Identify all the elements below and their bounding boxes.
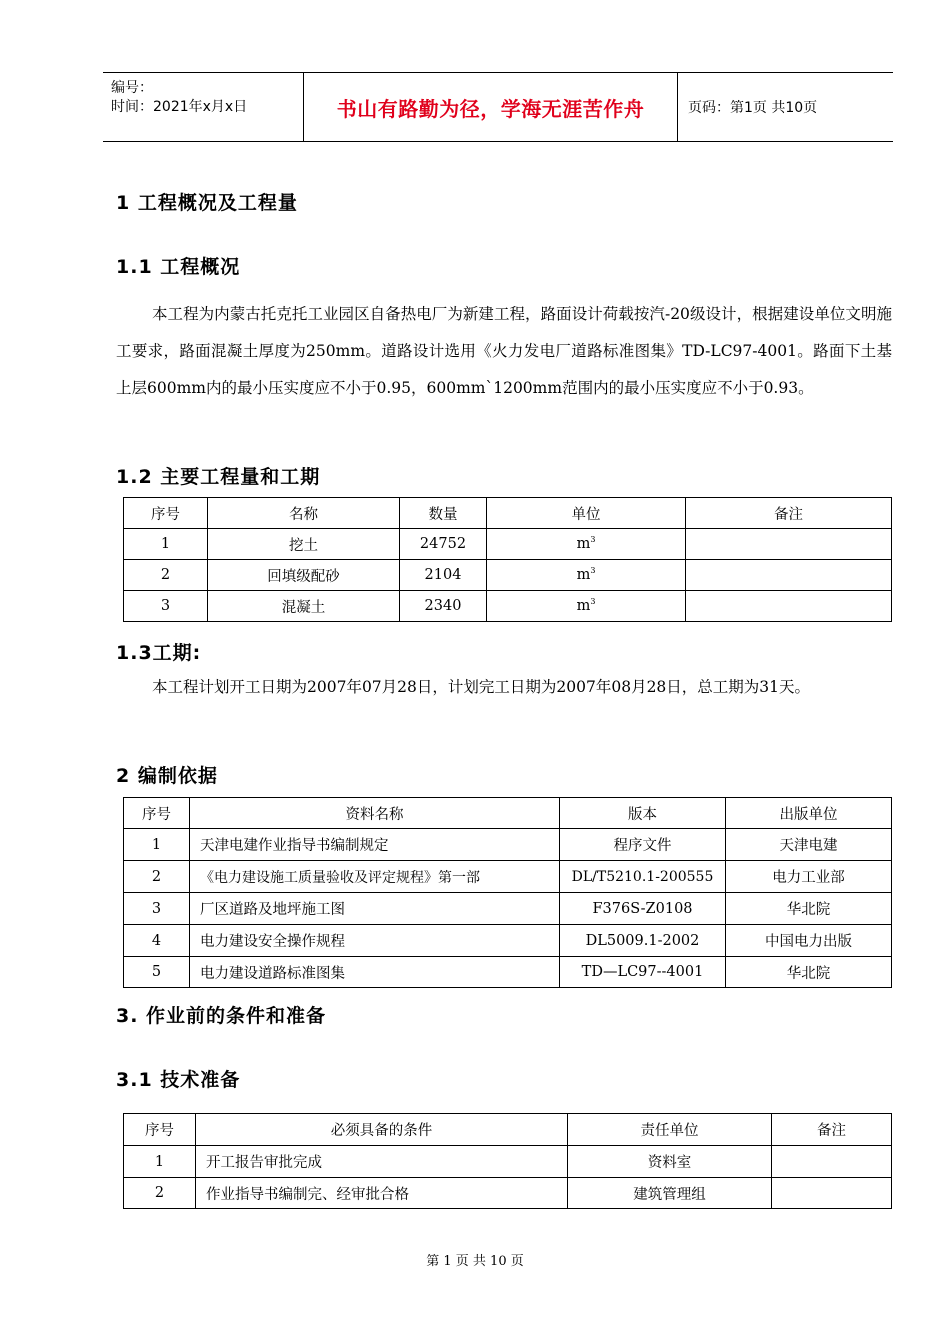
table-cell: 厂区道路及地坪施工图 bbox=[190, 893, 560, 925]
unit-text: m bbox=[576, 567, 591, 583]
table-cell: 天津电建作业指导书编制规定 bbox=[190, 829, 560, 861]
table-row bbox=[124, 529, 892, 560]
header-motto-cell bbox=[304, 73, 678, 141]
col-header: 版本 bbox=[560, 798, 726, 829]
table-header-row bbox=[124, 798, 892, 829]
col-header: 出版单位 bbox=[726, 798, 892, 829]
col-header: 序号 bbox=[124, 1114, 196, 1146]
table-cell: 电力工业部 bbox=[726, 861, 892, 893]
table-row bbox=[124, 829, 892, 861]
section-1-1-title: 1.1 工程概况 bbox=[116, 256, 241, 278]
page-header bbox=[103, 72, 893, 142]
table-cell: F376S-Z0108 bbox=[560, 893, 726, 925]
unit-superscript: 3 bbox=[590, 597, 596, 607]
unit-superscript: 3 bbox=[590, 566, 596, 576]
table-cell: 挖土 bbox=[208, 529, 400, 560]
header-page-info: 页码：第1页 共10页 bbox=[688, 100, 818, 116]
table-row bbox=[124, 861, 892, 893]
table-header-row bbox=[124, 1114, 892, 1146]
table-cell: DL/T5210.1-200555 bbox=[560, 861, 726, 893]
table-cell bbox=[772, 1146, 892, 1178]
table-header-row bbox=[124, 498, 892, 529]
table-cell bbox=[686, 560, 892, 591]
col-header: 单位 bbox=[487, 498, 686, 529]
table-cell: 2104 bbox=[400, 560, 487, 591]
header-meta bbox=[103, 73, 304, 141]
unit-superscript: 3 bbox=[590, 535, 596, 545]
col-header: 责任单位 bbox=[568, 1114, 772, 1146]
table-cell: DL5009.1-2002 bbox=[560, 925, 726, 957]
table-cell: 4 bbox=[124, 925, 190, 957]
table-row bbox=[124, 957, 892, 988]
document-date: 时间：2021年x月x日 bbox=[111, 99, 248, 115]
table-cell: 电力建设安全操作规程 bbox=[190, 925, 560, 957]
table-cell bbox=[487, 529, 686, 560]
table-cell: 5 bbox=[124, 957, 190, 988]
quantities-table bbox=[123, 497, 892, 622]
table-cell bbox=[772, 1178, 892, 1209]
table-row bbox=[124, 1178, 892, 1209]
table-cell: 开工报告审批完成 bbox=[196, 1146, 568, 1178]
table-cell: 天津电建 bbox=[726, 829, 892, 861]
section-3-title: 3. 作业前的条件和准备 bbox=[116, 1005, 327, 1027]
table-cell: 《电力建设施工质量验收及评定规程》第一部 bbox=[190, 861, 560, 893]
section-1-3-title: 1.3工期: bbox=[116, 642, 202, 664]
section-1-2-title: 1.2 主要工程量和工期 bbox=[116, 466, 321, 488]
table-row bbox=[124, 591, 892, 622]
table-cell bbox=[686, 591, 892, 622]
table-row bbox=[124, 925, 892, 957]
unit-text: m bbox=[576, 598, 591, 614]
references-table bbox=[123, 797, 892, 988]
table-cell: 程序文件 bbox=[560, 829, 726, 861]
table-cell: 资料室 bbox=[568, 1146, 772, 1178]
table-cell: 建筑管理组 bbox=[568, 1178, 772, 1209]
col-header: 数量 bbox=[400, 498, 487, 529]
table-cell: 24752 bbox=[400, 529, 487, 560]
table-cell: 作业指导书编制完、经审批合格 bbox=[196, 1178, 568, 1209]
table-cell: 2 bbox=[124, 560, 208, 591]
table-cell bbox=[686, 529, 892, 560]
table-cell: 3 bbox=[124, 591, 208, 622]
col-header: 名称 bbox=[208, 498, 400, 529]
table-cell: 电力建设道路标准图集 bbox=[190, 957, 560, 988]
table-cell: 2 bbox=[124, 861, 190, 893]
table-row bbox=[124, 893, 892, 925]
col-header: 序号 bbox=[124, 798, 190, 829]
table-cell: 1 bbox=[124, 529, 208, 560]
col-header: 备注 bbox=[686, 498, 892, 529]
table-row bbox=[124, 560, 892, 591]
header-motto: 书山有路勤为径，学海无涯苦作舟 bbox=[336, 96, 645, 121]
section-1-1-paragraph: 本工程为内蒙古托克托工业园区自备热电厂为新建工程，路面设计荷载按汽-20级设计，根据建设单位文明施工要求，路面混凝土厚度为250mm。道路设计选用《火力发电厂道路标准图集》TD-LC97-4001。路面下土基上层600mm内的最小压实度应不小于0.95，600mm`1200mm范围内的最小压实度应不小于0.93。 bbox=[116, 305, 892, 397]
section-1-title: 1 工程概况及工程量 bbox=[116, 192, 298, 214]
table-cell: 1 bbox=[124, 829, 190, 861]
col-header: 必须具备的条件 bbox=[196, 1114, 568, 1146]
table-row bbox=[124, 1146, 892, 1178]
table-cell: 2340 bbox=[400, 591, 487, 622]
table-cell: 回填级配砂 bbox=[208, 560, 400, 591]
page-footer: 第 1 页 共 10 页 bbox=[426, 1254, 524, 1269]
section-1-3-paragraph: 本工程计划开工日期为2007年07月28日，计划完工日期为2007年08月28日，总工期为31天。 bbox=[152, 678, 811, 696]
table-cell: 2 bbox=[124, 1178, 196, 1209]
col-header: 序号 bbox=[124, 498, 208, 529]
col-header: 备注 bbox=[772, 1114, 892, 1146]
document-number-label: 编号： bbox=[111, 80, 153, 96]
section-2-title: 2 编制依据 bbox=[116, 765, 218, 787]
conditions-table bbox=[123, 1113, 892, 1209]
unit-text: m bbox=[576, 536, 591, 552]
table-cell bbox=[487, 591, 686, 622]
table-cell: 中国电力出版 bbox=[726, 925, 892, 957]
col-header: 资料名称 bbox=[190, 798, 560, 829]
table-cell: 混凝土 bbox=[208, 591, 400, 622]
table-cell bbox=[487, 560, 686, 591]
table-cell: 华北院 bbox=[726, 957, 892, 988]
table-cell: TD—LC97--4001 bbox=[560, 957, 726, 988]
table-cell: 华北院 bbox=[726, 893, 892, 925]
section-3-1-title: 3.1 技术准备 bbox=[116, 1069, 241, 1091]
table-cell: 3 bbox=[124, 893, 190, 925]
table-cell: 1 bbox=[124, 1146, 196, 1178]
